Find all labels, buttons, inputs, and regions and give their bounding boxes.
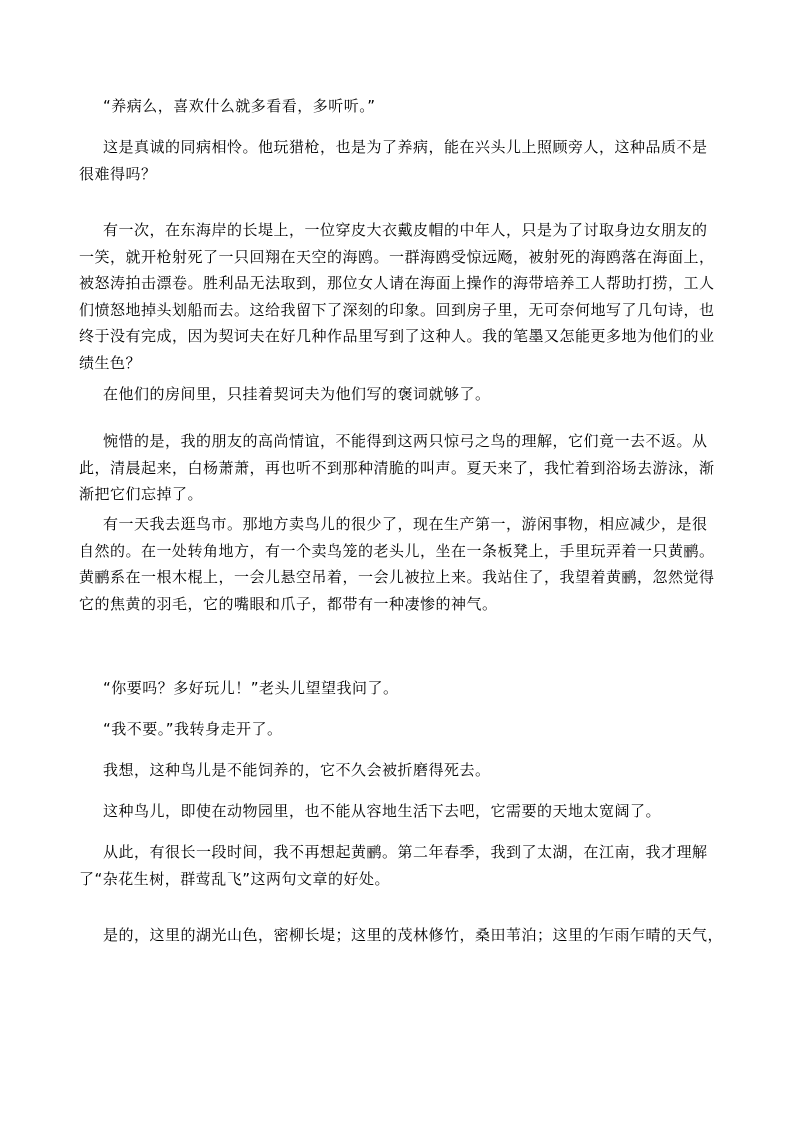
paragraph xyxy=(103,675,399,702)
paragraph xyxy=(79,217,715,376)
paragraph-line: 我想，这种鸟儿是不能饲养的，它不久会被折磨得死去。 xyxy=(103,761,491,779)
paragraph-line: 这是真诚的同病相怜。他玩猎枪，也是为了养病，能在兴头儿上照顾旁人，这种品质不是 xyxy=(103,138,708,156)
paragraph-line: 此，清晨起来，白杨萧萧，再也听不到那种清脆的叫声。夏天来了，我忙着到浴场去游泳，渐 xyxy=(79,458,715,477)
paragraph-line: “我不要。”我转身走开了。 xyxy=(103,720,283,738)
paragraph-line: 从此，有很长一段时间，我不再想起黄鹂。第二年春季，我到了太湖，在江南，我才理解 xyxy=(103,843,708,861)
paragraph xyxy=(103,93,376,120)
paragraph xyxy=(103,716,283,743)
paragraph-line: 一笑，就开枪射死了一只回翔在天空的海鸥。一群海鸥受惊远飏，被射死的海鸥落在海面上， xyxy=(79,247,715,266)
paragraph-line: 们愤怒地掉头划船而去。这给我留下了深刻的印象。回到房子里，无可奈何地写了几句诗，也 xyxy=(79,300,715,319)
paragraph-line: 黄鹂系在一根木棍上，一会儿悬空吊着，一会儿被拉上来。我站住了，我望着黄鹂，忽然觉得 xyxy=(79,568,715,586)
paragraph xyxy=(103,757,491,784)
paragraph xyxy=(103,798,661,825)
paragraph-line: 这种鸟儿，即使在动物园里，也不能从容地生活下去吧，它需要的天地太宽阔了。 xyxy=(103,802,662,820)
paragraph-line: 很难得吗？ xyxy=(79,164,157,183)
paragraph xyxy=(79,428,715,508)
paragraph-line: 渐把它们忘掉了。 xyxy=(79,485,204,503)
paragraph-line: 自然的。在一处转角地方，有一个卖鸟笼的老头儿，坐在一条板凳上，手里玩弄着一只黄鹂。 xyxy=(79,541,715,560)
paragraph-line: 有一天我去逛鸟市。那地方卖鸟儿的很少了，现在生产第一，游闲事物，相应减少，是很 xyxy=(103,515,708,533)
paragraph-line: 在他们的房间里，只挂着契诃夫为他们写的褒词就够了。 xyxy=(103,385,491,403)
paragraph xyxy=(79,511,715,617)
paragraph xyxy=(79,134,708,187)
paragraph-line: 被怒涛拍击漂卷。胜利品无法取到，那位女人请在海面上操作的海带培养工人帮助打捞，工人 xyxy=(79,274,715,292)
paragraph-line: 有一次，在东海岸的长堤上，一位穿皮大衣戴皮帽的中年人，只是为了讨取身边女朋友的 xyxy=(103,221,708,239)
paragraph xyxy=(103,381,491,408)
paragraph xyxy=(79,839,708,892)
paragraph-line: 惋惜的是，我的朋友的高尚情谊，不能得到这两只惊弓之鸟的理解，它们竟一去不返。从 xyxy=(103,432,708,450)
paragraph-line: “你要吗？多好玩儿！”老头儿望望我问了。 xyxy=(103,679,399,697)
paragraph xyxy=(103,922,723,949)
paragraph-line: 终于没有完成，因为契诃夫在好几种作品里写到了这种人。我的笔墨又怎能更多地为他们的业 xyxy=(79,327,715,345)
paragraph-line: 它的焦黄的羽毛，它的嘴眼和爪子，都带有一种凄惨的神气。 xyxy=(79,594,498,613)
paragraph-line: 了“杂花生树，群莺乱飞”这两句文章的好处。 xyxy=(79,869,391,888)
paragraph-line: “养病么，喜欢什么就多看看，多听听。” xyxy=(103,97,376,115)
paragraph-line: 是的，这里的湖光山色，密柳长堤；这里的茂林修竹，桑田苇泊；这里的乍雨乍晴的天气， xyxy=(103,926,724,944)
paragraph-line: 绩生色？ xyxy=(79,353,142,372)
